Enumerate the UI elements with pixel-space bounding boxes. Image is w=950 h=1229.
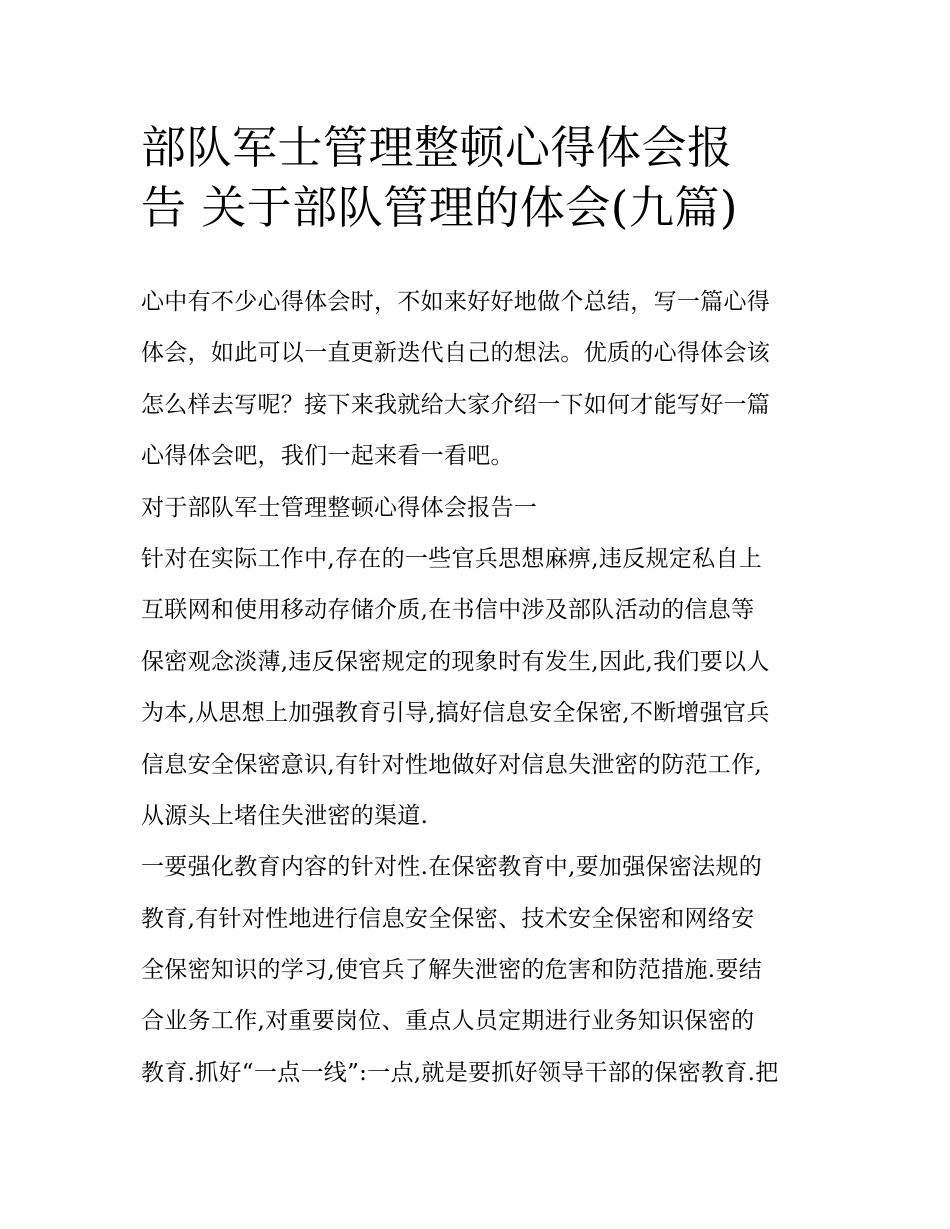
body-text-line: 心得体会吧，我们一起来看一看吧。 — [141, 443, 514, 470]
body-text-line: 怎么样去写呢？接下来我就给大家介绍一下如何才能写好一篇 — [141, 391, 771, 418]
body-text-line: 互联网和使用移动存储介质,在书信中涉及部队活动的信息等 — [141, 597, 755, 624]
body-text-line: 合业务工作,对重要岗位、重点人员定期进行业务知识保密的 — [141, 1008, 755, 1035]
body-text-line: 针对在实际工作中,存在的一些官兵思想麻痹,违反规定私自上 — [141, 545, 763, 572]
body-text-line: 教育,有针对性地进行信息安全保密、技术安全保密和网络安 — [141, 905, 755, 932]
section-heading: 对于部队军士管理整顿心得体会报告一 — [141, 494, 538, 521]
body-text-line: 信息安全保密意识,有针对性地做好对信息失泄密的防范工作, — [141, 751, 763, 778]
body-text-line: 体会，如此可以一直更新迭代自己的想法。优质的心得体会该 — [141, 340, 771, 367]
body-text-line: 教育.抓好“一点一线”:一点,就是要抓好领导干部的保密教育.把 — [141, 1059, 779, 1086]
body-text-line: 全保密知识的学习,使官兵了解失泄密的危害和防范措施.要结 — [141, 957, 763, 984]
title-line: 部队军士管理整顿心得体会报 — [141, 121, 733, 174]
body-text-line: 心中有不少心得体会时，不如来好好地做个总结，写一篇心得 — [141, 289, 771, 315]
document-title — [141, 118, 821, 238]
document-body — [141, 277, 821, 1099]
body-text-line: 一要强化教育内容的针对性.在保密教育中,要加强保密法规的 — [141, 854, 763, 881]
title-line: 告 关于部队管理的体会(九篇) — [141, 181, 738, 234]
body-text-line: 保密观念淡薄,违反保密规定的现象时有发生,因此,我们要以人 — [141, 648, 770, 675]
body-text-line: 从源头上堵住失泄密的渠道. — [141, 802, 429, 829]
body-text-line: 为本,从思想上加强教育引导,搞好信息安全保密,不断增强官兵 — [141, 700, 770, 727]
